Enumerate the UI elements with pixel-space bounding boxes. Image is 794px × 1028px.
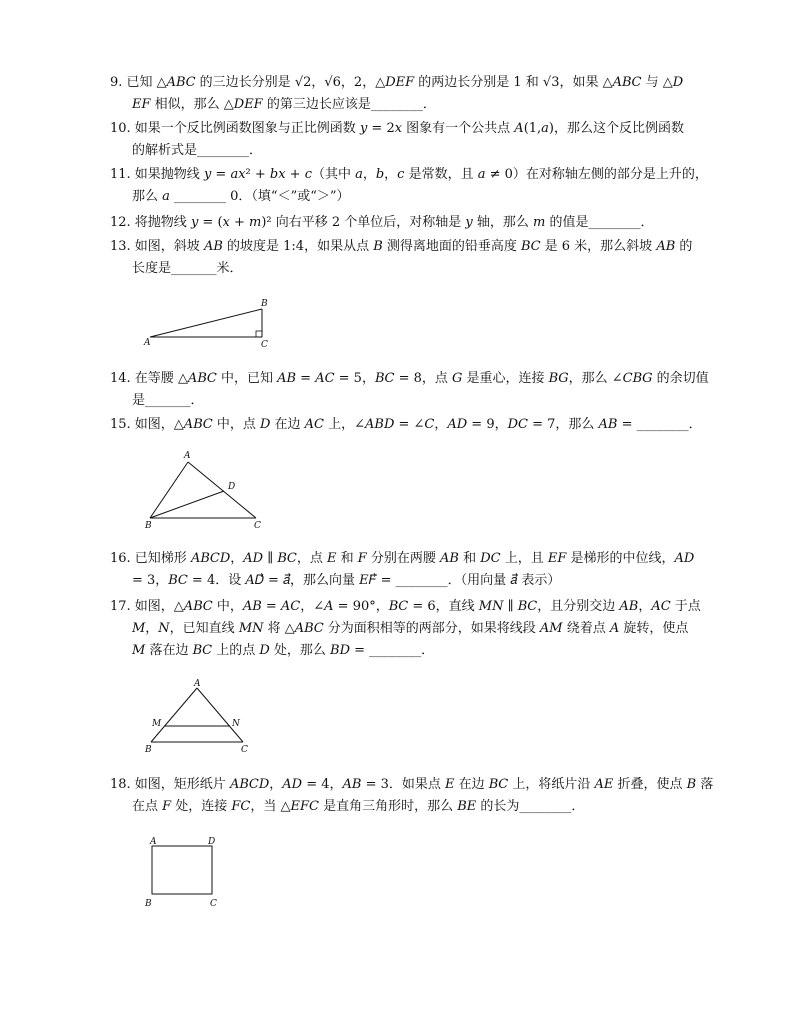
question-line: 12. 将抛物线 𝑦 = (𝑥 + 𝑚)² 向右平移 2 个单位后，对称轴是 𝑦 轴，那么 𝑚 的值是________． [110,215,654,230]
point-label: C [241,745,248,755]
rectangle-figure-18 [140,832,230,912]
question-line: 17. 如图，△𝐴𝐵𝐶 中，𝐴𝐵 = 𝐴𝐶，∠𝐴 = 90°，𝐵𝐶 = 6，直线 𝑀𝑁 ∥ 𝐵𝐶，且分别交边 𝐴𝐵，𝐴𝐶 于点 [110,599,701,614]
question-line: 在点 𝐹 处，连接 𝐹𝐶，当 △𝐸𝐹𝐶 是直角三角形时，那么 𝐵𝐸 的长为________． [132,799,585,814]
point-label: A [150,837,157,847]
question-12 [110,212,710,234]
question-14 [110,368,710,412]
question-line: 15. 如图，△𝐴𝐵𝐶 中，点 𝐷 在边 𝐴𝐶 上，∠𝐴𝐵𝐷 = ∠𝐶，𝐴𝐷 = 9，𝐷𝐶 = 7，那么 𝐴𝐵 = ________． [110,417,702,432]
point-label: M [152,719,162,729]
point-label: A [144,338,151,348]
point-label: D [228,482,236,492]
question-line: 10. 如果一个反比例函数图象与正比例函数 𝑦 = 2𝑥 图象有一个公共点 𝐴(1,𝑎)，那么这个反比例函数 [110,121,684,136]
question-line: 𝑀，𝑁，已知直线 𝑀𝑁 将 △𝐴𝐵𝐶 分为面积相等的两部分，如果将线段 𝐴𝑀 绕着点 𝐴 旋转，使点 [132,621,689,636]
question-line: 长度是_______米． [132,261,243,276]
question-16 [110,548,710,592]
question-13 [110,236,710,280]
question-9 [110,72,710,116]
point-label: N [232,719,240,729]
question-line: 13. 如图，斜坡 𝐴𝐵 的坡度是 1:4，如果从点 𝐵 测得离地面的铅垂高度 𝐵𝐶 是 6 米，那么斜坡 𝐴𝐵 的 [110,239,693,254]
question-line: 11. 如果抛物线 𝑦 = 𝑎𝑥² + 𝑏𝑥 + 𝑐（其中 𝑎，𝑏，𝑐 是常数，且 𝑎 ≠ 0）在对称轴左侧的部分是上升的， [110,167,708,182]
point-label: B [145,745,152,755]
triangle-figure-17 [140,676,260,758]
point-label: B [145,899,152,909]
question-15 [110,414,710,436]
point-label: D [208,837,216,847]
point-label: B [145,521,152,531]
question-line: 14. 在等腰 △𝐴𝐵𝐶 中，已知 𝐴𝐵 = 𝐴𝐶 = 5，𝐵𝐶 = 8，点 𝐺 是重心，连接 𝐵𝐺，那么 ∠𝐶𝐵𝐺 的余切值 [110,371,709,386]
point-label: C [261,340,268,350]
triangle-figure-15 [140,448,280,534]
question-line: 18. 如图，矩形纸片 𝐴𝐵𝐶𝐷，𝐴𝐷 = 4，𝐴𝐵 = 3．如果点 𝐸 在边 𝐵𝐶 上，将纸片沿 𝐴𝐸 折叠，使点 𝐵 落 [110,777,714,792]
point-label: C [210,899,217,909]
question-10 [110,118,710,162]
question-line: = 3，𝐵𝐶 = 4．设 𝐴𝐷⃗ = 𝑎⃗，那么向量 𝐸𝐹⃗ = ________．（用向量 𝑎⃗ 表示） [132,573,561,588]
question-line: 𝑀 落在边 𝐵𝐶 上的点 𝐷 处，那么 𝐵𝐷 = ________． [132,643,435,658]
question-18 [110,774,714,818]
slope-figure [140,295,280,350]
point-label: B [261,299,268,309]
question-11 [110,164,710,208]
question-17 [110,596,710,662]
question-line: 16. 已知梯形 𝐴𝐵𝐶𝐷，𝐴𝐷 ∥ 𝐵𝐶，点 𝐸 和 𝐹 分别在两腰 𝐴𝐵 和 𝐷𝐶 上，且 𝐸𝐹 是梯形的中位线，𝐴𝐷 [110,551,695,566]
question-line: 是_______． [132,393,204,408]
question-line: 那么 𝑎 ________ 0．（填“＜”或“＞”） [132,189,350,204]
point-label: A [184,451,191,461]
question-line: 的解析式是________． [132,143,263,158]
question-line: 9. 已知 △𝐴𝐵𝐶 的三边长分别是 √2，√6，2，△𝐷𝐸𝐹 的两边长分别是 1 和 √3，如果 △𝐴𝐵𝐶 与 △𝐷 [110,75,684,90]
question-line: 𝐸𝐹 相似，那么 △𝐷𝐸𝐹 的第三边长应该是________． [132,97,436,112]
point-label: A [194,679,201,689]
point-label: C [254,521,261,531]
